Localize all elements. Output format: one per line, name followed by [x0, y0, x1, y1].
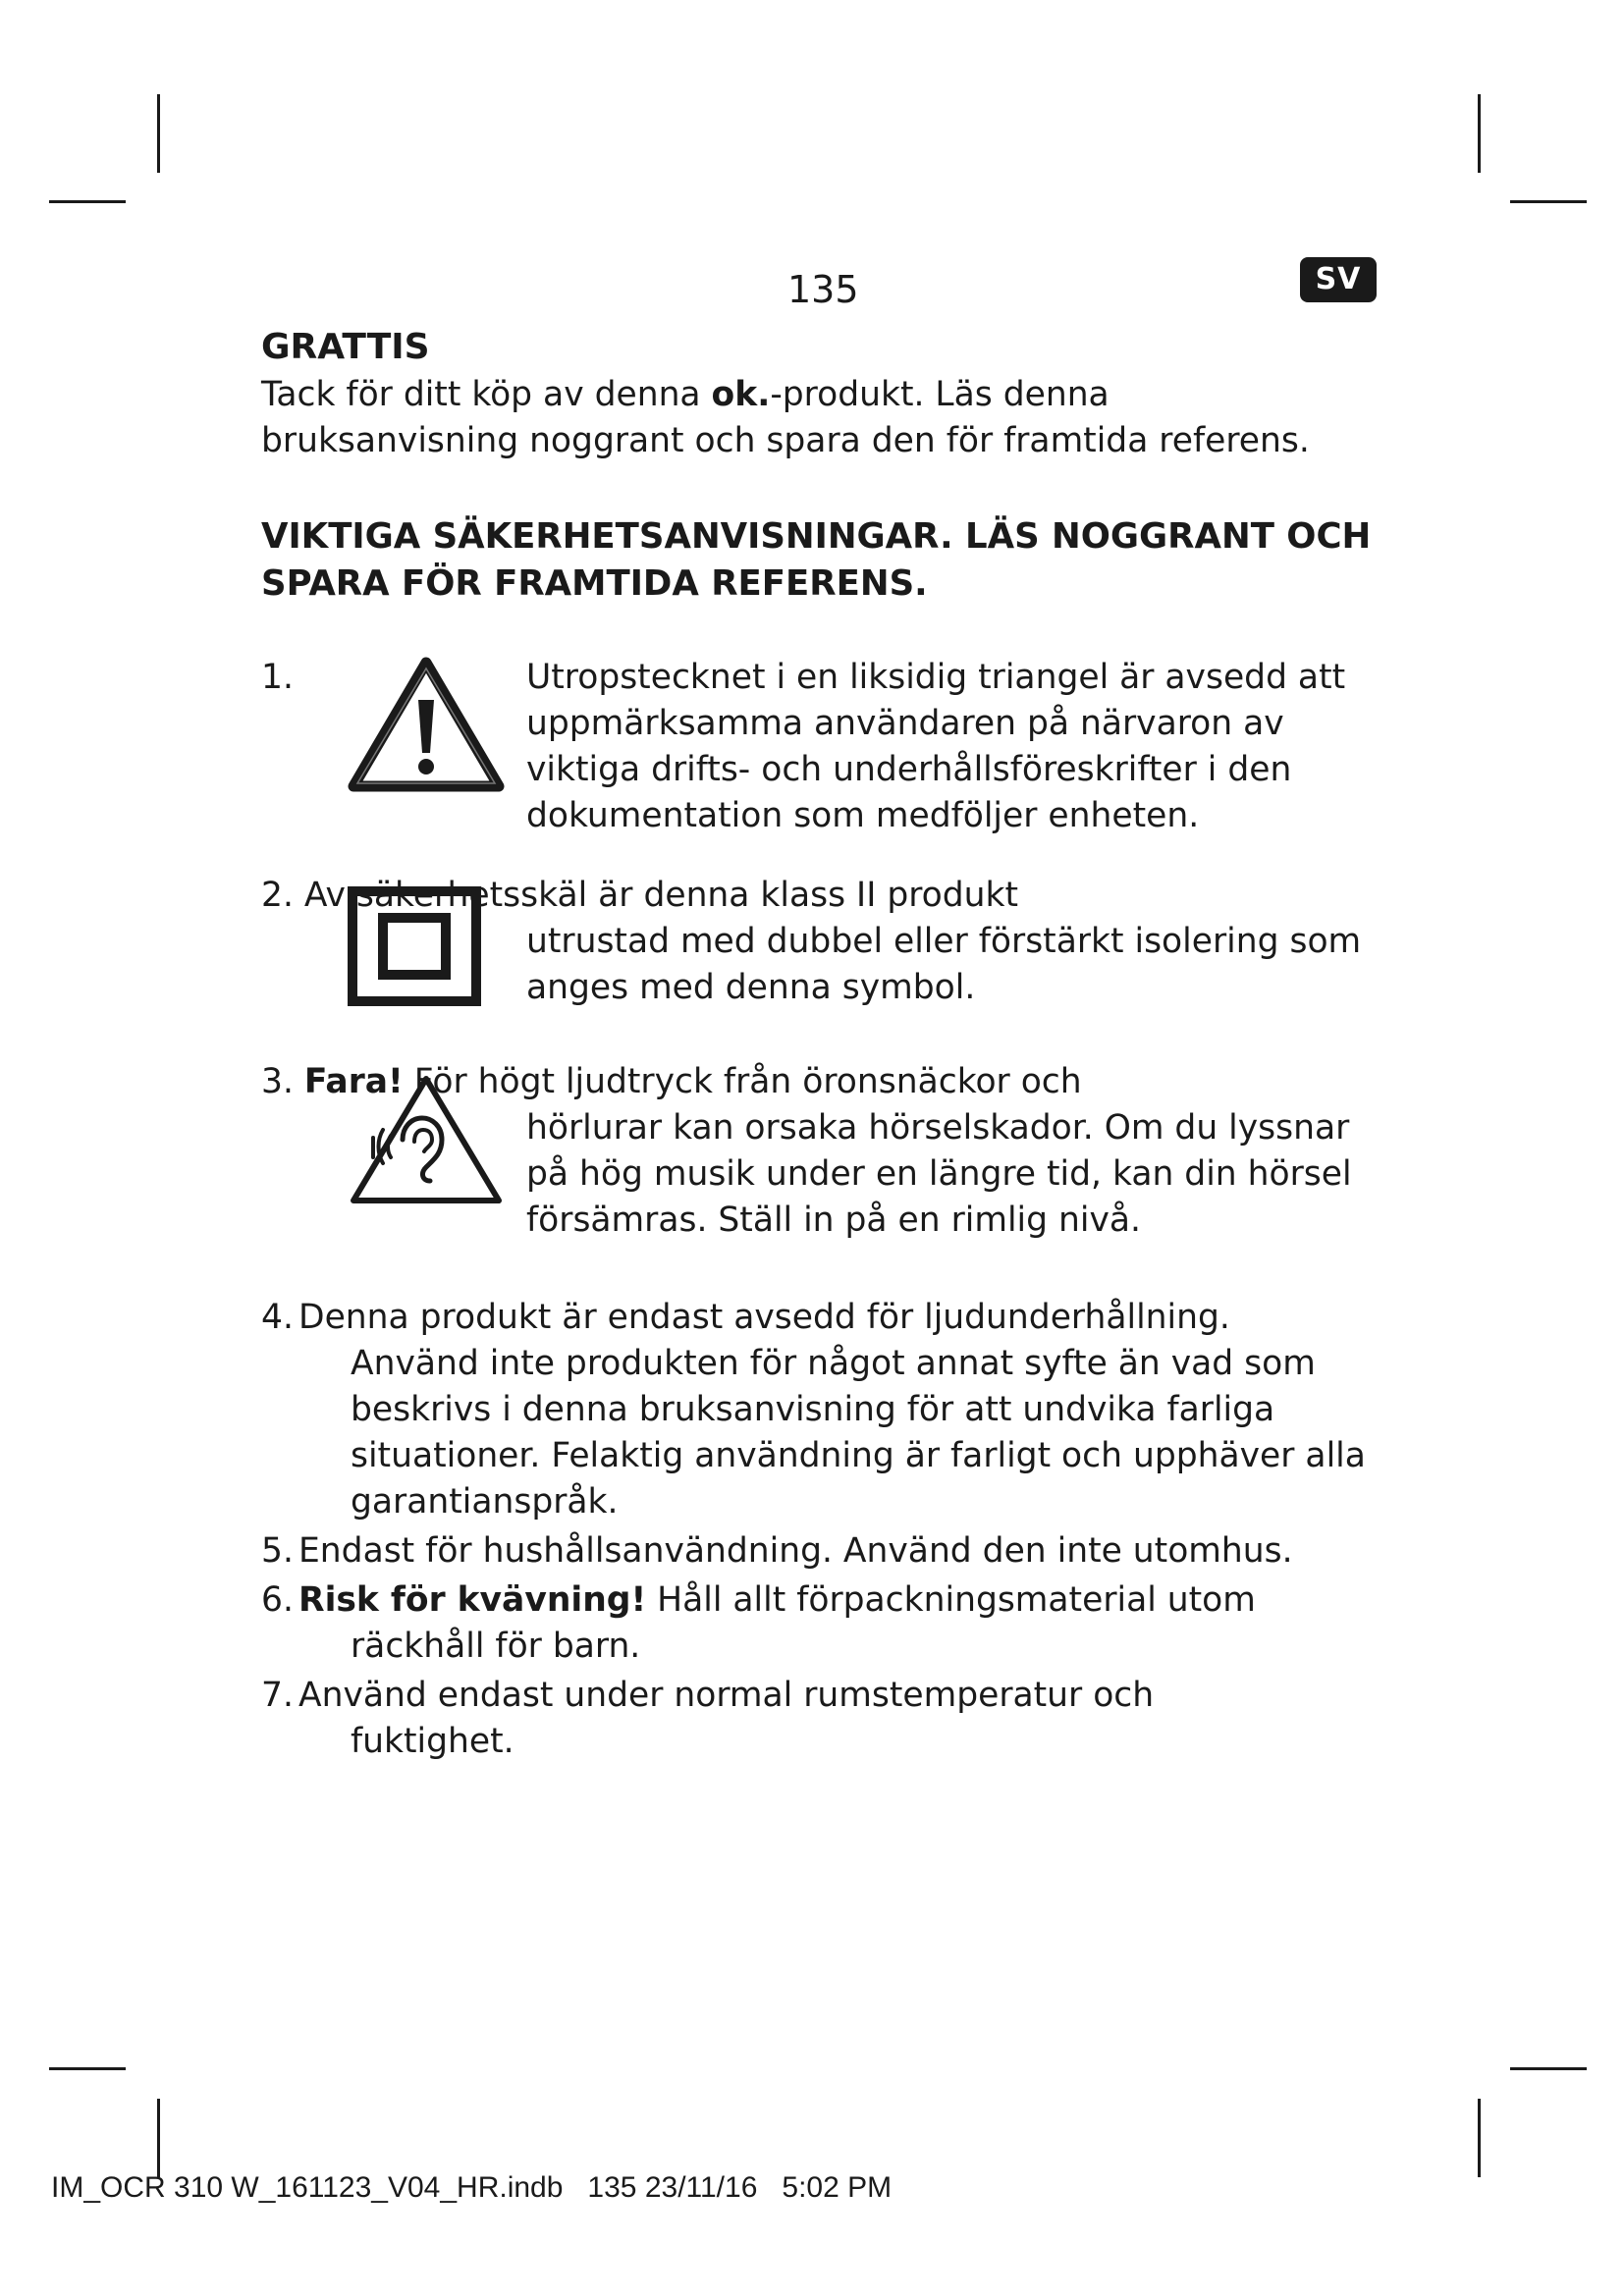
safety-item-7: [261, 1673, 1390, 1765]
print-slug-filename: IM_OCR 310 W_161123_V04_HR.indb 135: [51, 2171, 637, 2204]
item-line: hörlurar kan orsaka hörselskador. Om du lyssnar: [526, 1108, 1350, 1148]
crop-mark-top-left-horizontal: [49, 200, 126, 203]
safety-item-4: [261, 1295, 1390, 1525]
item-continuation: [298, 1624, 1390, 1670]
language-badge: SV: [1300, 257, 1377, 302]
item-line: utrustad med dubbel eller förstärkt isolering som: [526, 922, 1362, 961]
safety-heading-line-1: VIKTIGA SÄKERHETSANVISNINGAR. LÄS NOGGRANT OCH: [261, 516, 1372, 557]
crop-mark-top-right-vertical: [1478, 94, 1481, 173]
danger-label: Fara!: [303, 1062, 404, 1101]
intro-paragraph: [261, 372, 1390, 464]
item-line: räckhåll för barn.: [351, 1627, 641, 1666]
item-number: 1.: [261, 658, 294, 697]
item-first-line-text: Använd endast under normal rumstemperatur och: [298, 1676, 1155, 1715]
crop-mark-bottom-left-vertical: [157, 2099, 160, 2177]
crop-mark-bottom-right-vertical: [1478, 2099, 1481, 2177]
item-first-line-text: Denna produkt är endast avsedd för ljudunderhållning.: [298, 1298, 1230, 1337]
choking-hazard-label: Risk för kvävning!: [298, 1580, 647, 1620]
item-number: 5.: [261, 1531, 294, 1571]
print-slug-datetime: 23/11/16 5:02 PM: [644, 2171, 893, 2204]
item-first-line-text: Endast för hushållsanvändning. Använd den inte utomhus.: [298, 1531, 1293, 1571]
crop-mark-top-left-vertical: [157, 94, 160, 173]
safety-heading-line-2: SPARA FÖR FRAMTIDA REFERENS.: [261, 563, 928, 604]
item-number: 3.: [261, 1062, 294, 1101]
warning-triangle-icon: [348, 655, 505, 794]
intro-text-before-brand: Tack för ditt köp av denna: [261, 375, 712, 414]
item-line: dokumentation som medföljer enheten.: [526, 796, 1200, 835]
item-number: 6.: [261, 1580, 294, 1620]
page-number: 135: [787, 268, 859, 311]
item-text: [526, 655, 1390, 839]
item-line: viktiga drifts- och underhållsföreskrifter i den: [526, 750, 1292, 789]
item-line: Använd inte produkten för något annat syfte än vad som: [351, 1344, 1316, 1383]
print-slug-footer: [51, 2169, 892, 2207]
item-line: garantianspråk.: [351, 1482, 619, 1522]
safety-item-2: [261, 873, 1390, 1010]
item-first-line-text: Håll allt förpackningsmaterial utom: [646, 1580, 1256, 1620]
safety-item-6: [261, 1577, 1390, 1670]
item-line: på hög musik under en längre tid, kan din hörsel: [526, 1154, 1352, 1194]
safety-item-3: [261, 1059, 1390, 1246]
item-line: Utropstecknet i en liksidig triangel är avsedd att: [526, 658, 1346, 697]
item-first-line: [261, 873, 1018, 919]
crop-mark-bottom-left-horizontal: [49, 2067, 126, 2070]
item-first-line-text: Av säkerhetsskäl är denna klass II produkt: [303, 876, 1019, 915]
item-continuation: [298, 1719, 1390, 1765]
intro-heading: GRATTIS: [261, 327, 430, 367]
item-number: 7.: [261, 1676, 294, 1715]
crop-mark-top-right-horizontal: [1510, 200, 1587, 203]
item-first-line-text: För högt ljudtryck från öronsnäckor och: [403, 1062, 1082, 1101]
intro-line-2: bruksanvisning noggrant och spara den för framtida referens.: [261, 421, 1310, 460]
item-line: uppmärksamma användaren på närvaron av: [526, 704, 1284, 743]
item-line: situationer. Felaktig användning är farligt och upphäver alla: [351, 1436, 1366, 1475]
main-content: [261, 324, 1390, 1768]
item-line: anges med denna symbol.: [526, 968, 976, 1007]
safety-list: [261, 1295, 1390, 1765]
item-number: 4.: [261, 1298, 294, 1337]
item-line: försämras. Ställ in på en rimlig nivå.: [526, 1201, 1141, 1240]
crop-mark-bottom-right-horizontal: [1510, 2067, 1587, 2070]
item-line: fuktighet.: [351, 1722, 514, 1761]
item-continuation: [298, 1341, 1390, 1525]
safety-item-1: [261, 655, 1390, 841]
item-first-line: [261, 1059, 1082, 1105]
intro-text-after-brand: -produkt. Läs denna: [770, 375, 1110, 414]
brand-name: ok.: [711, 375, 771, 414]
safety-item-5: [261, 1528, 1390, 1575]
item-line: beskrivs i denna bruksanvisning för att undvika farliga: [351, 1390, 1275, 1429]
safety-heading: [261, 513, 1390, 608]
item-number: 2.: [261, 876, 294, 915]
